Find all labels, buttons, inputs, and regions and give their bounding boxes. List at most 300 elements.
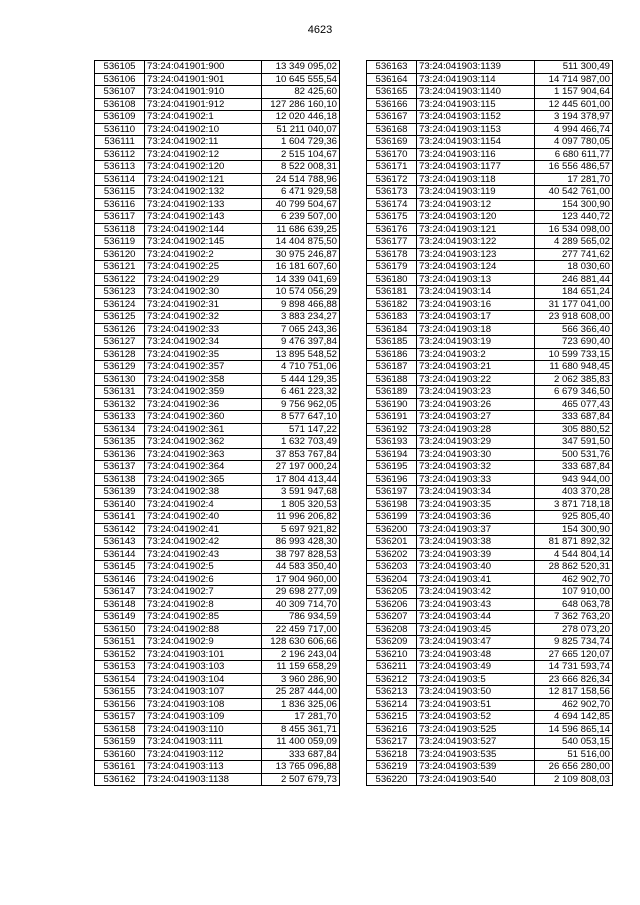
value-cell: 943 944,00 xyxy=(535,473,613,486)
cadastral-number-cell: 73:24:041902:29 xyxy=(145,273,262,286)
table-row xyxy=(367,698,613,711)
cadastral-number-cell: 73:24:041903:1153 xyxy=(417,123,535,136)
row-number-cell: 536162 xyxy=(95,773,145,786)
cadastral-table-right xyxy=(366,60,613,786)
row-number-cell: 536135 xyxy=(95,436,145,449)
row-number-cell: 536179 xyxy=(367,261,417,274)
row-number-cell: 536159 xyxy=(95,736,145,749)
cadastral-number-cell: 73:24:041903:535 xyxy=(417,748,535,761)
cadastral-number-cell: 73:24:041902:7 xyxy=(145,586,262,599)
value-cell: 347 591,50 xyxy=(535,436,613,449)
cadastral-number-cell: 73:24:041903:1177 xyxy=(417,161,535,174)
row-number-cell: 536206 xyxy=(367,598,417,611)
row-number-cell: 536150 xyxy=(95,623,145,636)
row-number-cell: 536165 xyxy=(367,86,417,99)
value-cell: 31 177 041,00 xyxy=(535,298,613,311)
value-cell: 25 287 444,00 xyxy=(262,686,340,699)
row-number-cell: 536114 xyxy=(95,173,145,186)
cadastral-number-cell: 73:24:041903:1140 xyxy=(417,86,535,99)
table-row xyxy=(95,698,340,711)
cadastral-number-cell: 73:24:041903:18 xyxy=(417,323,535,336)
table-row xyxy=(367,323,613,336)
row-number-cell: 536106 xyxy=(95,73,145,86)
row-number-cell: 536173 xyxy=(367,186,417,199)
table-row xyxy=(367,73,613,86)
row-number-cell: 536124 xyxy=(95,298,145,311)
cadastral-number-cell: 73:24:041903:2 xyxy=(417,348,535,361)
cadastral-number-cell: 73:24:041902:31 xyxy=(145,298,262,311)
table-row xyxy=(367,723,613,736)
row-number-cell: 536145 xyxy=(95,561,145,574)
value-cell: 278 073,20 xyxy=(535,623,613,636)
cadastral-number-cell: 73:24:041903:38 xyxy=(417,536,535,549)
value-cell: 14 596 865,14 xyxy=(535,723,613,736)
row-number-cell: 536161 xyxy=(95,761,145,774)
row-number-cell: 536146 xyxy=(95,573,145,586)
cadastral-number-cell: 73:24:041902:2 xyxy=(145,248,262,261)
value-cell: 10 574 056,29 xyxy=(262,286,340,299)
value-cell: 154 300,90 xyxy=(535,198,613,211)
value-cell: 16 181 607,60 xyxy=(262,261,340,274)
row-number-cell: 536140 xyxy=(95,498,145,511)
cadastral-number-cell: 73:24:041903:1138 xyxy=(145,773,262,786)
table-row xyxy=(367,373,613,386)
cadastral-number-cell: 73:24:041903:111 xyxy=(145,736,262,749)
table-row xyxy=(367,298,613,311)
cadastral-number-cell: 73:24:041903:47 xyxy=(417,636,535,649)
cadastral-number-cell: 73:24:041903:40 xyxy=(417,561,535,574)
cadastral-number-cell: 73:24:041902:35 xyxy=(145,348,262,361)
table-row xyxy=(367,711,613,724)
cadastral-number-cell: 73:24:041903:114 xyxy=(417,73,535,86)
table-row xyxy=(367,598,613,611)
row-number-cell: 536194 xyxy=(367,448,417,461)
table-row xyxy=(367,148,613,161)
table-row xyxy=(95,686,340,699)
value-cell: 9 898 466,88 xyxy=(262,298,340,311)
cadastral-number-cell: 73:24:041903:35 xyxy=(417,498,535,511)
value-cell: 14 731 593,74 xyxy=(535,661,613,674)
value-cell: 11 996 206,82 xyxy=(262,511,340,524)
cadastral-number-cell: 73:24:041902:85 xyxy=(145,611,262,624)
value-cell: 723 690,40 xyxy=(535,336,613,349)
value-cell: 107 910,00 xyxy=(535,586,613,599)
value-cell: 51 211 040,07 xyxy=(262,123,340,136)
row-number-cell: 536199 xyxy=(367,511,417,524)
row-number-cell: 536198 xyxy=(367,498,417,511)
value-cell: 44 583 350,40 xyxy=(262,561,340,574)
value-cell: 9 825 734,74 xyxy=(535,636,613,649)
cadastral-number-cell: 73:24:041902:8 xyxy=(145,598,262,611)
cadastral-number-cell: 73:24:041903:19 xyxy=(417,336,535,349)
value-cell: 4 994 466,74 xyxy=(535,123,613,136)
row-number-cell: 536189 xyxy=(367,386,417,399)
row-number-cell: 536188 xyxy=(367,373,417,386)
row-number-cell: 536116 xyxy=(95,198,145,211)
row-number-cell: 536147 xyxy=(95,586,145,599)
cadastral-number-cell: 73:24:041902:363 xyxy=(145,448,262,461)
row-number-cell: 536128 xyxy=(95,348,145,361)
row-number-cell: 536119 xyxy=(95,236,145,249)
value-cell: 7 362 763,20 xyxy=(535,611,613,624)
table-row xyxy=(95,136,340,149)
table-row xyxy=(95,86,340,99)
cadastral-number-cell: 73:24:041903:124 xyxy=(417,261,535,274)
row-number-cell: 536143 xyxy=(95,536,145,549)
row-number-cell: 536129 xyxy=(95,361,145,374)
cadastral-number-cell: 73:24:041902:145 xyxy=(145,236,262,249)
value-cell: 4 544 804,14 xyxy=(535,548,613,561)
table-row xyxy=(95,236,340,249)
table-row xyxy=(367,61,613,74)
table-row xyxy=(367,511,613,524)
table-row xyxy=(367,748,613,761)
value-cell: 6 471 929,58 xyxy=(262,186,340,199)
table-row xyxy=(367,286,613,299)
row-number-cell: 536112 xyxy=(95,148,145,161)
table-row xyxy=(367,611,613,624)
value-cell: 6 680 611,77 xyxy=(535,148,613,161)
value-cell: 2 196 243,04 xyxy=(262,648,340,661)
table-row xyxy=(95,398,340,411)
table-row xyxy=(367,223,613,236)
table-row xyxy=(367,161,613,174)
row-number-cell: 536175 xyxy=(367,211,417,224)
cadastral-number-cell: 73:24:041902:30 xyxy=(145,286,262,299)
cadastral-number-cell: 73:24:041903:112 xyxy=(145,748,262,761)
row-number-cell: 536208 xyxy=(367,623,417,636)
cadastral-number-cell: 73:24:041903:13 xyxy=(417,273,535,286)
table-row xyxy=(367,311,613,324)
row-number-cell: 536192 xyxy=(367,423,417,436)
row-number-cell: 536202 xyxy=(367,548,417,561)
cadastral-number-cell: 73:24:041903:1139 xyxy=(417,61,535,74)
cadastral-number-cell: 73:24:041902:12 xyxy=(145,148,262,161)
value-cell: 10 599 733,15 xyxy=(535,348,613,361)
table-row xyxy=(95,436,340,449)
value-cell: 16 534 098,00 xyxy=(535,223,613,236)
value-cell: 127 286 160,10 xyxy=(262,98,340,111)
value-cell: 51 516,00 xyxy=(535,748,613,761)
table-row xyxy=(95,648,340,661)
value-cell: 30 975 246,87 xyxy=(262,248,340,261)
value-cell: 13 765 096,88 xyxy=(262,761,340,774)
row-number-cell: 536184 xyxy=(367,323,417,336)
value-cell: 17 281,70 xyxy=(262,711,340,724)
value-cell: 6 461 223,32 xyxy=(262,386,340,399)
table-row xyxy=(95,186,340,199)
value-cell: 3 871 718,18 xyxy=(535,498,613,511)
cadastral-number-cell: 73:24:041903:44 xyxy=(417,611,535,624)
cadastral-number-cell: 73:24:041903:110 xyxy=(145,723,262,736)
cadastral-number-cell: 73:24:041902:358 xyxy=(145,373,262,386)
cadastral-number-cell: 73:24:041903:23 xyxy=(417,386,535,399)
cadastral-number-cell: 73:24:041902:40 xyxy=(145,511,262,524)
table-row xyxy=(95,223,340,236)
table-row xyxy=(367,136,613,149)
table-row xyxy=(95,573,340,586)
table-row xyxy=(95,448,340,461)
value-cell: 648 063,78 xyxy=(535,598,613,611)
cadastral-number-cell: 73:24:041903:12 xyxy=(417,198,535,211)
cadastral-number-cell: 73:24:041903:41 xyxy=(417,573,535,586)
table-row xyxy=(367,561,613,574)
cadastral-number-cell: 73:24:041903:37 xyxy=(417,523,535,536)
cadastral-number-cell: 73:24:041902:121 xyxy=(145,173,262,186)
table-row xyxy=(367,386,613,399)
row-number-cell: 536187 xyxy=(367,361,417,374)
value-cell: 8 522 008,31 xyxy=(262,161,340,174)
cadastral-number-cell: 73:24:041902:25 xyxy=(145,261,262,274)
row-number-cell: 536185 xyxy=(367,336,417,349)
value-cell: 27 197 000,24 xyxy=(262,461,340,474)
row-number-cell: 536153 xyxy=(95,661,145,674)
value-cell: 786 934,59 xyxy=(262,611,340,624)
table-row xyxy=(95,711,340,724)
cadastral-number-cell: 73:24:041903:14 xyxy=(417,286,535,299)
table-row xyxy=(367,586,613,599)
cadastral-number-cell: 73:24:041903:22 xyxy=(417,373,535,386)
row-number-cell: 536126 xyxy=(95,323,145,336)
row-number-cell: 536214 xyxy=(367,698,417,711)
value-cell: 1 836 325,06 xyxy=(262,698,340,711)
table-row xyxy=(367,648,613,661)
row-number-cell: 536217 xyxy=(367,736,417,749)
table-row xyxy=(95,761,340,774)
table-row xyxy=(367,211,613,224)
cadastral-number-cell: 73:24:041902:32 xyxy=(145,311,262,324)
value-cell: 4 694 142,85 xyxy=(535,711,613,724)
table-row xyxy=(367,361,613,374)
row-number-cell: 536108 xyxy=(95,98,145,111)
value-cell: 13 349 095,02 xyxy=(262,61,340,74)
row-number-cell: 536120 xyxy=(95,248,145,261)
cadastral-number-cell: 73:24:041903:121 xyxy=(417,223,535,236)
row-number-cell: 536200 xyxy=(367,523,417,536)
table-row xyxy=(95,773,340,786)
cadastral-number-cell: 73:24:041902:11 xyxy=(145,136,262,149)
cadastral-number-cell: 73:24:041903:39 xyxy=(417,548,535,561)
row-number-cell: 536137 xyxy=(95,461,145,474)
cadastral-number-cell: 73:24:041903:104 xyxy=(145,673,262,686)
table-row xyxy=(95,636,340,649)
cadastral-number-cell: 73:24:041903:32 xyxy=(417,461,535,474)
value-cell: 14 714 987,00 xyxy=(535,73,613,86)
value-cell: 511 300,49 xyxy=(535,61,613,74)
cadastral-number-cell: 73:24:041903:107 xyxy=(145,686,262,699)
row-number-cell: 536115 xyxy=(95,186,145,199)
cadastral-number-cell: 73:24:041902:143 xyxy=(145,211,262,224)
cadastral-number-cell: 73:24:041903:5 xyxy=(417,673,535,686)
row-number-cell: 536210 xyxy=(367,648,417,661)
row-number-cell: 536111 xyxy=(95,136,145,149)
table-row xyxy=(95,748,340,761)
table-row xyxy=(367,173,613,186)
value-cell: 500 531,76 xyxy=(535,448,613,461)
value-cell: 8 577 647,10 xyxy=(262,411,340,424)
table-row xyxy=(367,198,613,211)
table-row xyxy=(367,461,613,474)
table-row xyxy=(95,286,340,299)
cadastral-number-cell: 73:24:041903:116 xyxy=(417,148,535,161)
row-number-cell: 536157 xyxy=(95,711,145,724)
cadastral-number-cell: 73:24:041902:120 xyxy=(145,161,262,174)
cadastral-number-cell: 73:24:041902:1 xyxy=(145,111,262,124)
row-number-cell: 536211 xyxy=(367,661,417,674)
row-number-cell: 536158 xyxy=(95,723,145,736)
cadastral-number-cell: 73:24:041903:27 xyxy=(417,411,535,424)
value-cell: 6 239 507,00 xyxy=(262,211,340,224)
cadastral-number-cell: 73:24:041903:36 xyxy=(417,511,535,524)
row-number-cell: 536109 xyxy=(95,111,145,124)
table-row xyxy=(367,236,613,249)
cadastral-number-cell: 73:24:041902:359 xyxy=(145,386,262,399)
value-cell: 566 366,40 xyxy=(535,323,613,336)
cadastral-number-cell: 73:24:041903:43 xyxy=(417,598,535,611)
value-cell: 571 147,22 xyxy=(262,423,340,436)
cadastral-number-cell: 73:24:041903:51 xyxy=(417,698,535,711)
table-row xyxy=(95,161,340,174)
table-row xyxy=(95,198,340,211)
row-number-cell: 536183 xyxy=(367,311,417,324)
value-cell: 27 665 120,07 xyxy=(535,648,613,661)
row-number-cell: 536169 xyxy=(367,136,417,149)
row-number-cell: 536154 xyxy=(95,673,145,686)
value-cell: 6 679 346,50 xyxy=(535,386,613,399)
row-number-cell: 536216 xyxy=(367,723,417,736)
row-number-cell: 536142 xyxy=(95,523,145,536)
cadastral-number-cell: 73:24:041903:28 xyxy=(417,423,535,436)
table-row xyxy=(367,761,613,774)
value-cell: 154 300,90 xyxy=(535,523,613,536)
cadastral-number-cell: 73:24:041903:1152 xyxy=(417,111,535,124)
value-cell: 2 062 385,83 xyxy=(535,373,613,386)
table-row xyxy=(95,386,340,399)
table-row xyxy=(367,273,613,286)
value-cell: 28 862 520,31 xyxy=(535,561,613,574)
value-cell: 17 804 413,44 xyxy=(262,473,340,486)
cadastral-number-cell: 73:24:041903:123 xyxy=(417,248,535,261)
row-number-cell: 536204 xyxy=(367,573,417,586)
cadastral-number-cell: 73:24:041903:119 xyxy=(417,186,535,199)
cadastral-number-cell: 73:24:041903:527 xyxy=(417,736,535,749)
value-cell: 86 993 428,30 xyxy=(262,536,340,549)
value-cell: 4 097 780,05 xyxy=(535,136,613,149)
table-row xyxy=(95,723,340,736)
value-cell: 1 157 904,64 xyxy=(535,86,613,99)
cadastral-number-cell: 73:24:041902:43 xyxy=(145,548,262,561)
table-row xyxy=(367,261,613,274)
value-cell: 2 515 104,67 xyxy=(262,148,340,161)
table-row xyxy=(95,673,340,686)
value-cell: 128 630 606,66 xyxy=(262,636,340,649)
row-number-cell: 536125 xyxy=(95,311,145,324)
table-row xyxy=(95,348,340,361)
value-cell: 333 687,84 xyxy=(535,461,613,474)
table-row xyxy=(95,311,340,324)
row-number-cell: 536133 xyxy=(95,411,145,424)
row-number-cell: 536105 xyxy=(95,61,145,74)
cadastral-number-cell: 73:24:041902:33 xyxy=(145,323,262,336)
row-number-cell: 536167 xyxy=(367,111,417,124)
row-number-cell: 536152 xyxy=(95,648,145,661)
row-number-cell: 536127 xyxy=(95,336,145,349)
cadastral-number-cell: 73:24:041901:901 xyxy=(145,73,262,86)
table-row xyxy=(95,73,340,86)
table-row xyxy=(367,661,613,674)
table-row xyxy=(367,536,613,549)
value-cell: 82 425,60 xyxy=(262,86,340,99)
value-cell: 4 289 565,02 xyxy=(535,236,613,249)
cadastral-number-cell: 73:24:041901:910 xyxy=(145,86,262,99)
table-row xyxy=(95,523,340,536)
value-cell: 40 309 714,70 xyxy=(262,598,340,611)
table-row xyxy=(95,261,340,274)
row-number-cell: 536151 xyxy=(95,636,145,649)
row-number-cell: 536122 xyxy=(95,273,145,286)
cadastral-number-cell: 73:24:041903:21 xyxy=(417,361,535,374)
value-cell: 16 556 486,57 xyxy=(535,161,613,174)
row-number-cell: 536180 xyxy=(367,273,417,286)
cadastral-number-cell: 73:24:041903:108 xyxy=(145,698,262,711)
row-number-cell: 536219 xyxy=(367,761,417,774)
value-cell: 465 077,43 xyxy=(535,398,613,411)
cadastral-number-cell: 73:24:041903:525 xyxy=(417,723,535,736)
row-number-cell: 536131 xyxy=(95,386,145,399)
value-cell: 277 741,62 xyxy=(535,248,613,261)
cadastral-number-cell: 73:24:041902:36 xyxy=(145,398,262,411)
cadastral-number-cell: 73:24:041903:34 xyxy=(417,486,535,499)
value-cell: 14 404 875,50 xyxy=(262,236,340,249)
cadastral-number-cell: 73:24:041903:540 xyxy=(417,773,535,786)
value-cell: 4 710 751,06 xyxy=(262,361,340,374)
page-number: 4623 xyxy=(307,24,333,36)
row-number-cell: 536113 xyxy=(95,161,145,174)
table-row xyxy=(95,61,340,74)
value-cell: 925 805,40 xyxy=(535,511,613,524)
value-cell: 13 895 548,52 xyxy=(262,348,340,361)
row-number-cell: 536201 xyxy=(367,536,417,549)
cadastral-number-cell: 73:24:041902:133 xyxy=(145,198,262,211)
row-number-cell: 536212 xyxy=(367,673,417,686)
row-number-cell: 536132 xyxy=(95,398,145,411)
cadastral-number-cell: 73:24:041902:42 xyxy=(145,536,262,549)
cadastral-number-cell: 73:24:041902:6 xyxy=(145,573,262,586)
table-row xyxy=(367,86,613,99)
value-cell: 5 444 129,35 xyxy=(262,373,340,386)
value-cell: 23 666 826,34 xyxy=(535,673,613,686)
cadastral-number-cell: 73:24:041903:539 xyxy=(417,761,535,774)
row-number-cell: 536130 xyxy=(95,373,145,386)
cadastral-number-cell: 73:24:041903:16 xyxy=(417,298,535,311)
cadastral-number-cell: 73:24:041903:52 xyxy=(417,711,535,724)
table-row xyxy=(367,123,613,136)
table-row xyxy=(367,498,613,511)
row-number-cell: 536107 xyxy=(95,86,145,99)
cadastral-number-cell: 73:24:041902:88 xyxy=(145,623,262,636)
table-row xyxy=(95,323,340,336)
row-number-cell: 536191 xyxy=(367,411,417,424)
row-number-cell: 536213 xyxy=(367,686,417,699)
value-cell: 11 400 059,09 xyxy=(262,736,340,749)
table-row xyxy=(95,486,340,499)
table-row xyxy=(367,111,613,124)
value-cell: 11 159 658,29 xyxy=(262,661,340,674)
cadastral-number-cell: 73:24:041903:103 xyxy=(145,661,262,674)
table-row xyxy=(95,736,340,749)
value-cell: 1 604 729,36 xyxy=(262,136,340,149)
table-row xyxy=(367,348,613,361)
